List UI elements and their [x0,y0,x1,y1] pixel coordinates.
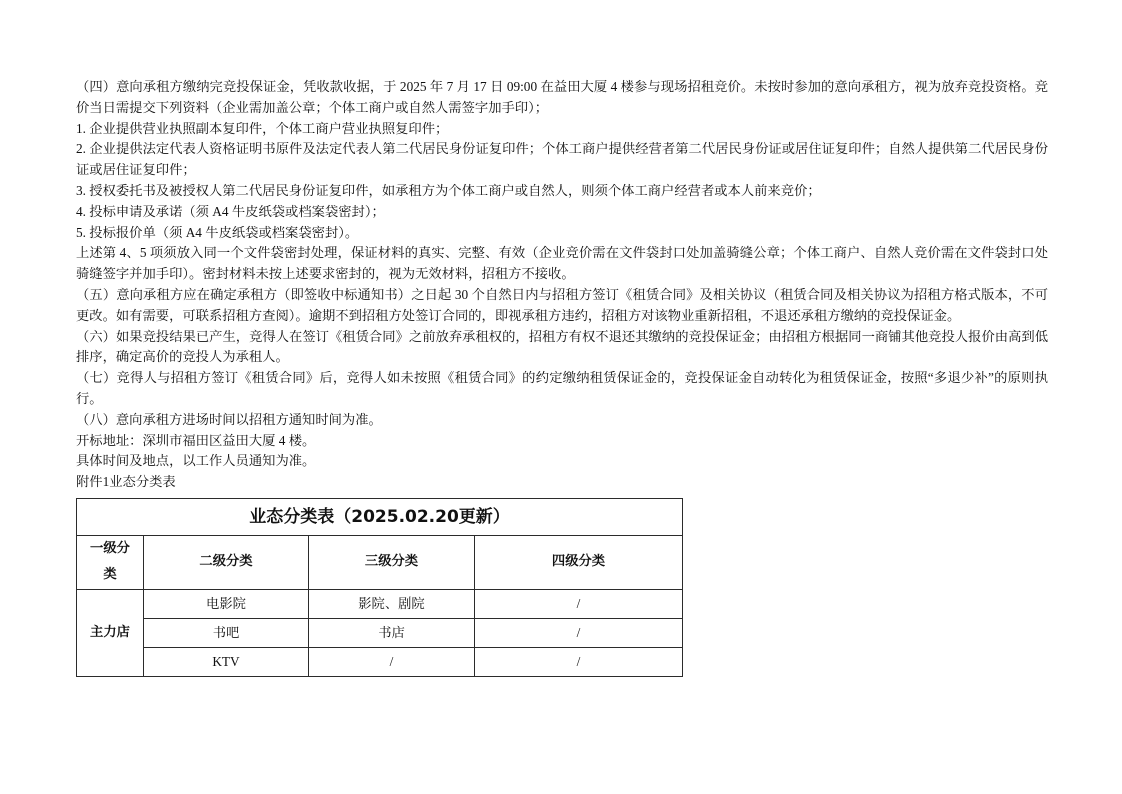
header-level-2: 二级分类 [144,535,309,589]
header-level-4: 四级分类 [475,535,683,589]
header-level-1: 一级分类 [77,535,144,589]
paragraph-section-5: （五）意向承租方应在确定承租方（即签收中标通知书）之日起 30 个自然日内与招租方签订《租赁合同》及相关协议（租赁合同及相关协议为招租方格式版本，不可更改。如有需要，可联系招租方查阅）。逾期不到招租方处签订合同的，即视承租方违约，招租方对该物业重新招租，不退还承租方缴纳的竞投保证金。 [76,286,1048,323]
table-title: 业态分类表（2025.02.20更新） [77,498,683,535]
cell-level-2: 电影院 [144,589,309,618]
table-row [77,647,683,676]
paragraph-sealing-note: 上述第 4、5 项须放入同一个文件袋密封处理，保证材料的真实、完整、有效（企业竞价需在文件袋封口处加盖骑缝公章；个体工商户、自然人竞价需在文件袋封口处骑缝签字并加手印）。密封材料未按上述要求密封的，视为无效材料，招租方不接收。 [76,245,1048,282]
paragraph-section-8: （八）意向承租方进场时间以招租方通知时间为准。 [76,411,382,427]
list-item-4: 4. 投标申请及承诺（须 A4 牛皮纸袋或档案袋密封）； [76,203,385,219]
cell-level-2: 书吧 [144,618,309,647]
time-location-note: 具体时间及地点，以工作人员通知为准。 [76,453,316,469]
category-main-store: 主力店 [77,589,144,676]
cell-level-4: / [475,589,683,618]
cell-level-3: 书店 [309,618,475,647]
list-item-2: 2. 企业提供法定代表人资格证明书原件及法定代表人第二代居民身份证复印件；个体工商户提供经营者第二代居民身份证或居住证复印件；自然人提供第二代居民身份证或居住证复印件； [76,141,1048,178]
table-row [77,618,683,647]
cell-level-4: / [475,618,683,647]
business-category-table [76,498,683,677]
table-row [77,589,683,618]
list-item-1: 1. 企业提供营业执照副本复印件，个体工商户营业执照复印件； [76,120,449,136]
attachment-label: 附件1业态分类表 [76,474,176,490]
cell-level-3: 影院、剧院 [309,589,475,618]
table-header-row [77,535,683,589]
header-level-3: 三级分类 [309,535,475,589]
paragraph-section-7: （七）竞得人与招租方签订《租赁合同》后，竞得人如未按照《租赁合同》的约定缴纳租赁保证金的，竞投保证金自动转化为租赁保证金，按照“多退少补”的原则执行。 [76,370,1048,406]
cell-level-4: / [475,647,683,676]
cell-level-2: KTV [144,647,309,676]
bid-opening-address: 开标地址：深圳市福田区益田大厦 4 楼。 [76,432,316,448]
paragraph-section-6: （六）如果竞投结果已产生，竞得人在签订《租赁合同》之前放弃承租权的，招租方有权不退还其缴纳的竞投保证金；由招租方根据同一商铺其他竞投人报价由高到低排序，确定高价的竞投人为承租人。 [76,328,1048,365]
document-body [76,77,1048,677]
cell-level-3: / [309,647,475,676]
list-item-5: 5. 投标报价单（须 A4 牛皮纸袋或档案袋密封）。 [76,224,359,240]
paragraph-section-4: （四）意向承租方缴纳完竞投保证金，凭收款收据，于 2025 年 7 月 17 日 09:00 在益田大厦 4 楼参与现场招租竞价。未按时参加的意向承租方，视为放弃竞投资格。竞价当日需提交下列资料（企业需加盖公章；个体工商户或自然人需签字加手印）； [76,79,1048,115]
list-item-3: 3. 授权委托书及被授权人第二代居民身份证复印件，如承租方为个体工商户或自然人，则须个体工商户经营者或本人前来竞价； [76,182,821,198]
table-title-row [77,498,683,535]
